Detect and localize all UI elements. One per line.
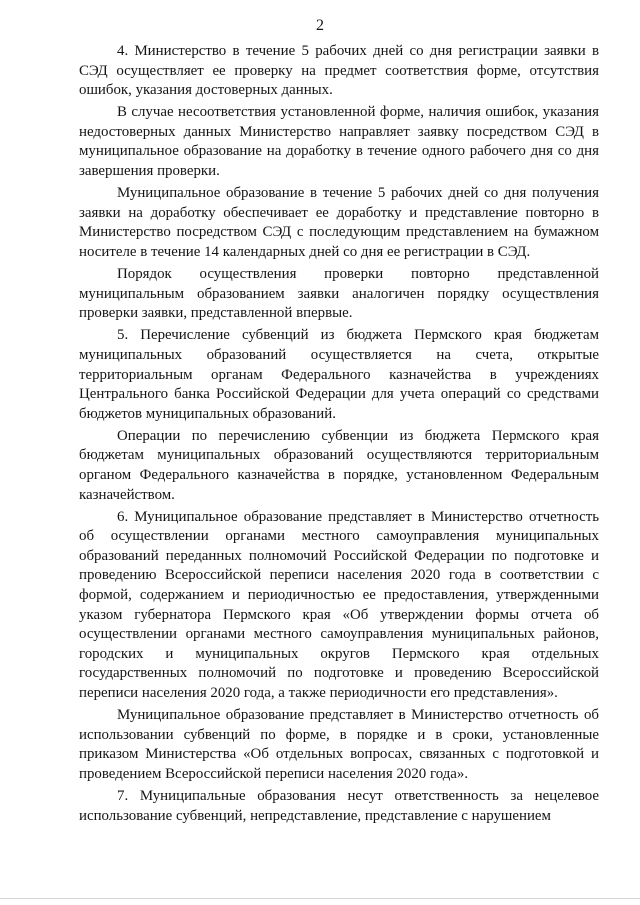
paragraph-nonconformity: В случае несоответствия установленной форме, наличия ошибок, указания недостоверных данных Министерство направляет заявку посредством СЭД в муниципальное образование на доработку в течение одного рабочего дня со дня завершения проверки. <box>79 104 599 180</box>
paragraph-5-transfer: 5. Перечисление субвенций из бюджета Пермского края бюджетам муниципальных образований осуществляется на счета, открытые территориальным органам Федерального казначейства в учреждениях Центрального банка Российской Федерации для учета операций со средствами бюджетов муниципальных образований. <box>79 327 599 422</box>
paragraph-7-responsibility: 7. Муниципальные образования несут ответственность за нецелевое использование субвенций, непредставление, представление с нарушением <box>79 787 599 824</box>
paragraph-subvention-reporting: Муниципальное образование представляет в Министерство отчетность об использовании субвенций по форме, в порядке и в сроки, установленные приказом Министерства «Об отдельных вопросах, связанных с подготовкой и проведением Всероссийской переписи населения 2020 года». <box>79 707 599 782</box>
document-body <box>79 42 599 829</box>
paragraph-repeat-review: Порядок осуществления проверки повторно представленной муниципальным образованием заявки аналогичен порядку осуществления проверки заявки, представленной впервые. <box>79 266 599 322</box>
paragraph-transfer-operations: Операции по перечислению субвенции из бюджета Пермского края бюджетам муниципальных образований осуществляются территориальным органом Федерального казначейства в порядке, установленном Федеральным казначейством. <box>79 427 599 503</box>
paragraph-6-reporting: 6. Муниципальное образование представляет в Министерство отчетность об осуществлении органами местного самоуправления муниципальных образований переданных полномочий Российской Федерации по подготовке и проведению Всероссийской переписи населения 2020 года в соответствии с формой, содержанием и периодичностью ее предоставления, утвержденными указом губернатора Пермского края «Об утверждении формы отчета об осуществлении органами местного самоуправления муниципальных районов, городских и муниципальных округов Пермского края отдельных государственных полномочий по подготовке и проведению Всероссийской переписи населения 2020 года, а также периодичности его представления». <box>79 508 599 701</box>
paragraph-4-review: 4. Министерство в течение 5 рабочих дней со дня регистрации заявки в СЭД осуществляет ее проверку на предмет соответствия форме, отсутствия ошибок, указания достоверных данных. <box>79 43 599 99</box>
scan-edge-line <box>0 898 640 899</box>
paragraph-rework: Муниципальное образование в течение 5 рабочих дней со дня получения заявки на доработку обеспечивает ее доработку и представление повторно в Министерство посредством СЭД с последующим представлением на бумажном носителе в течение 14 календарных дней со дня ее регистрации в СЭД. <box>79 185 599 260</box>
page-number: 2 <box>316 17 324 34</box>
